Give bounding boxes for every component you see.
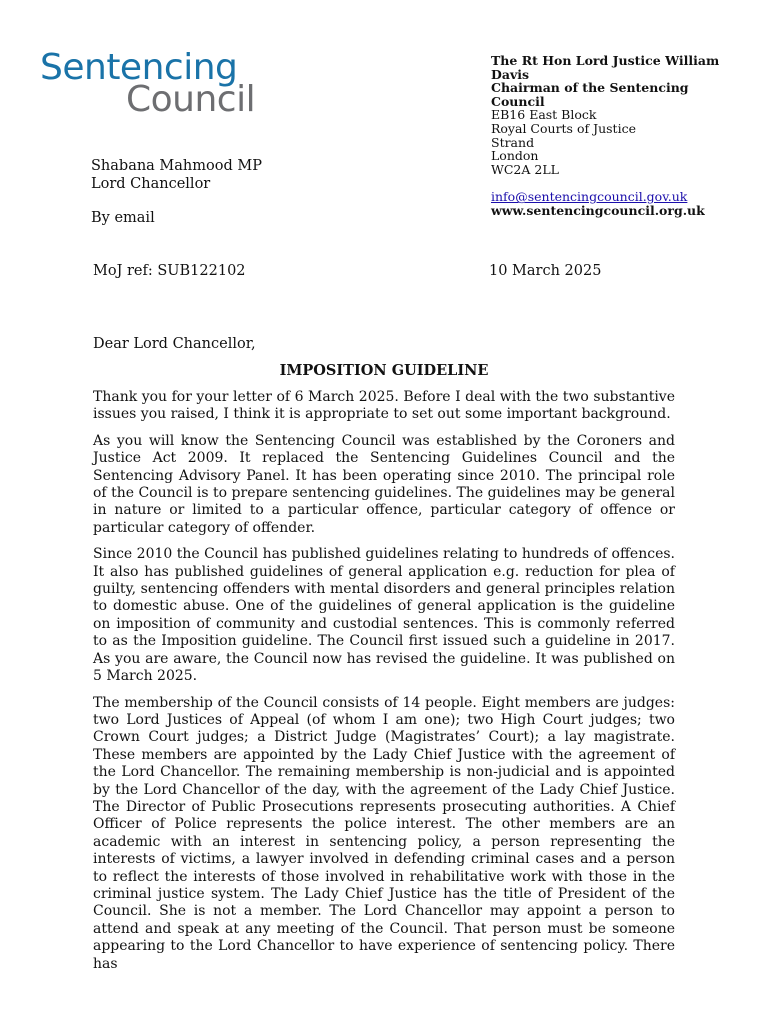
- body-paragraph: The membership of the Council consists of 14 people. Eight members are judges: two Lord Justices of Appeal (of whom I am one); two High Court judges; two Crown Court judges; a District Judge (Magistrates’ Court); a lay magistrate. These members are appointed by the Lady Chief Justice with the agreement of the Lord Chancellor. The remaining membership is non-judicial and is appointed by the Lord Chancellor of the day, with the agreement of the Lady Chief Justice. The Director of Public Prosecutions represents prosecuting authorities. A Chief Officer of Police represents the police interest. The other members are an academic with an interest in sentencing policy, a person representing the interests of victims, a lawyer involved in defending criminal cases and a person to reflect the interests of those involved in rehabilitative work with those in the criminal justice system. The Lady Chief Justice has the title of President of the Council. She is not a member. The Lord Chancellor may appoint a person to attend and speak at any meeting of the Council. That person must be someone appearing to the Lord Chancellor to have experience of sentencing policy. There has: [93, 694, 675, 972]
- sender-address-line: WC2A 2LL: [491, 161, 559, 177]
- recipient-title: Lord Chancellor: [91, 175, 211, 192]
- delivery-method: By email: [91, 210, 155, 226]
- sender-role: Chairman of the Sentencing Council: [491, 80, 689, 109]
- letter-date: 10 March 2025: [489, 263, 602, 279]
- recipient-block: [91, 158, 262, 193]
- body-paragraph: Since 2010 the Council has published guidelines relating to hundreds of offences. It also has published guidelines of general application e.g. reduction for plea of guilty, sentencing offenders with mental disorders and general principles relation to domestic abuse. One of the guidelines of general application is the guideline on imposition of community and custodial sentences. This is commonly referred to as the Imposition guideline. The Council first issued such a guideline in 2017. As you are aware, the Council now has revised the guideline. It was published on 5 March 2025.: [93, 546, 675, 685]
- body-paragraph: Thank you for your letter of 6 March 2025. Before I deal with the two substantive issues you raised, I think it is appropriate to set out some important background.: [93, 389, 675, 423]
- salutation: Dear Lord Chancellor,: [93, 336, 256, 352]
- sender-address-line: Strand: [491, 134, 535, 150]
- sender-address-line: Royal Courts of Justice: [491, 120, 636, 136]
- letter-body: [93, 389, 675, 982]
- body-paragraph: As you will know the Sentencing Council was established by the Coroners and Justice Act 2009. It replaced the Sentencing Guidelines Council and the Sentencing Advisory Panel. It has been operating since 2010. The principal role of the Council is to prepare sentencing guidelines. The guidelines may be general in nature or limited to a particular offence, particular category of offence or particular category of offender.: [93, 432, 675, 536]
- sender-address-line: EB16 East Block: [491, 107, 597, 123]
- sender-email-link[interactable]: info@sentencingcouncil.gov.uk: [491, 189, 688, 205]
- sender-website: www.sentencingcouncil.org.uk: [491, 202, 705, 218]
- letter-heading: IMPOSITION GUIDELINE: [279, 362, 489, 379]
- sender-address-line: London: [491, 148, 539, 164]
- sender-name: The Rt Hon Lord Justice William Davis: [491, 53, 720, 82]
- spacer: [491, 176, 721, 190]
- logo-text-sentencing: Sentencing: [40, 47, 238, 88]
- logo-text-council: Council: [126, 79, 256, 120]
- reference-number: MoJ ref: SUB122102: [93, 263, 246, 279]
- recipient-name: Shabana Mahmood MP: [91, 158, 262, 174]
- sentencing-council-logo: [40, 47, 256, 120]
- sender-block: [491, 54, 721, 218]
